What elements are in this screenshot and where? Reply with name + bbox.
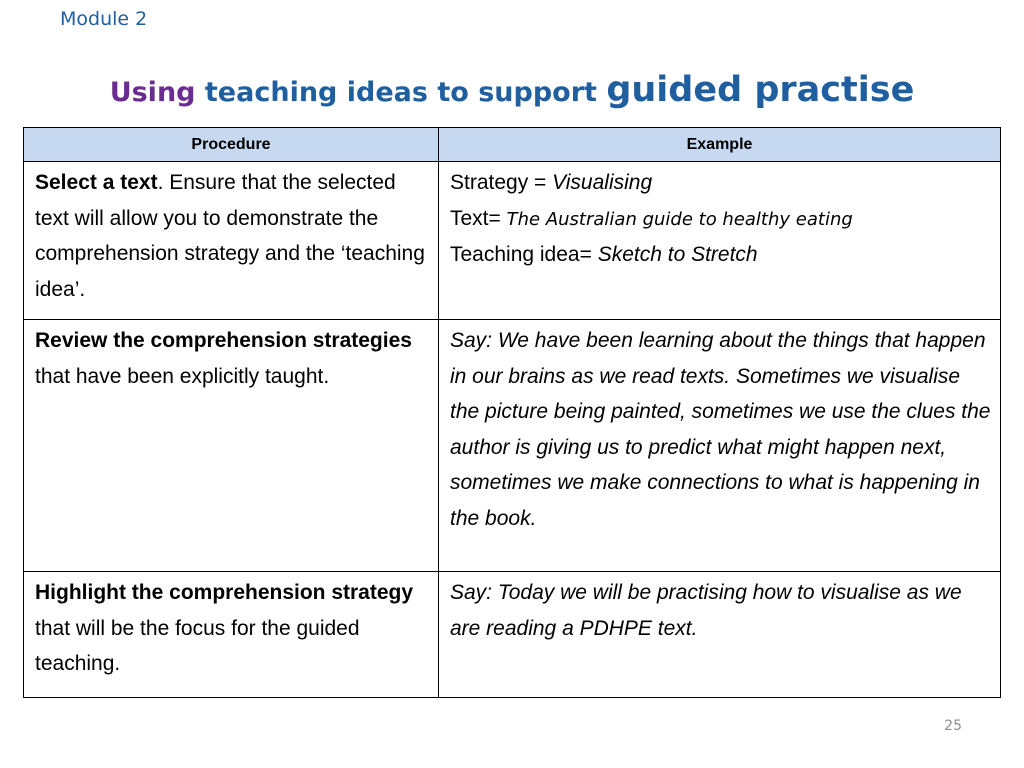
title-middle: teaching ideas to support <box>195 77 607 108</box>
example-cell <box>439 572 1001 698</box>
page-number: 25 <box>944 718 962 734</box>
teaching-idea-value: Sketch to Stretch <box>597 243 758 266</box>
procedure-step-title: Select a text <box>35 171 158 194</box>
example-idea-line <box>450 237 992 273</box>
title-using: Using <box>109 77 196 108</box>
slide-title <box>0 70 1024 110</box>
title-emphasis: guided practise <box>606 70 915 110</box>
example-cell <box>439 162 1001 320</box>
procedure-cell <box>24 572 439 698</box>
example-script: Say: Today we will be practising how to visualise as we are reading a PDHPE text. <box>450 581 962 640</box>
procedure-table <box>23 127 1001 698</box>
strategy-label: Strategy = <box>450 171 553 194</box>
procedure-step-description: . Ensure that the selected text will allow you to demonstrate the comprehension strategy and the ‘teaching idea’. <box>35 171 425 301</box>
header-procedure: Procedure <box>24 128 439 162</box>
module-label: Module 2 <box>60 8 148 30</box>
table-header-row <box>24 128 1001 162</box>
table-row <box>24 162 1001 320</box>
example-cell <box>439 320 1001 572</box>
text-value: The Australian guide to healthy eating <box>506 208 853 230</box>
table-row <box>24 572 1001 698</box>
example-text-line <box>450 201 992 238</box>
procedure-step-description: that have been explicitly taught. <box>35 364 330 388</box>
example-script: Say: We have been learning about the things that happen in our brains as we read texts. Sometimes we visualise the picture being painted, sometimes we use the clues the author is giving us to predict what might happen next, sometimes we make connections to what is happening in the book. <box>450 329 991 530</box>
procedure-cell <box>24 320 439 572</box>
example-strategy-line <box>450 165 992 201</box>
header-example: Example <box>439 128 1001 162</box>
procedure-step-title: Highlight the comprehension strategy <box>35 581 414 604</box>
procedure-cell <box>24 162 439 320</box>
procedure-step-description: that will be the focus for the guided teaching. <box>35 616 360 675</box>
text-label: Text= <box>450 206 507 230</box>
strategy-value: Visualising <box>552 171 653 194</box>
teaching-idea-label: Teaching idea= <box>450 243 598 266</box>
procedure-step-title: Review the comprehension strategies <box>35 329 412 352</box>
table-row <box>24 320 1001 572</box>
